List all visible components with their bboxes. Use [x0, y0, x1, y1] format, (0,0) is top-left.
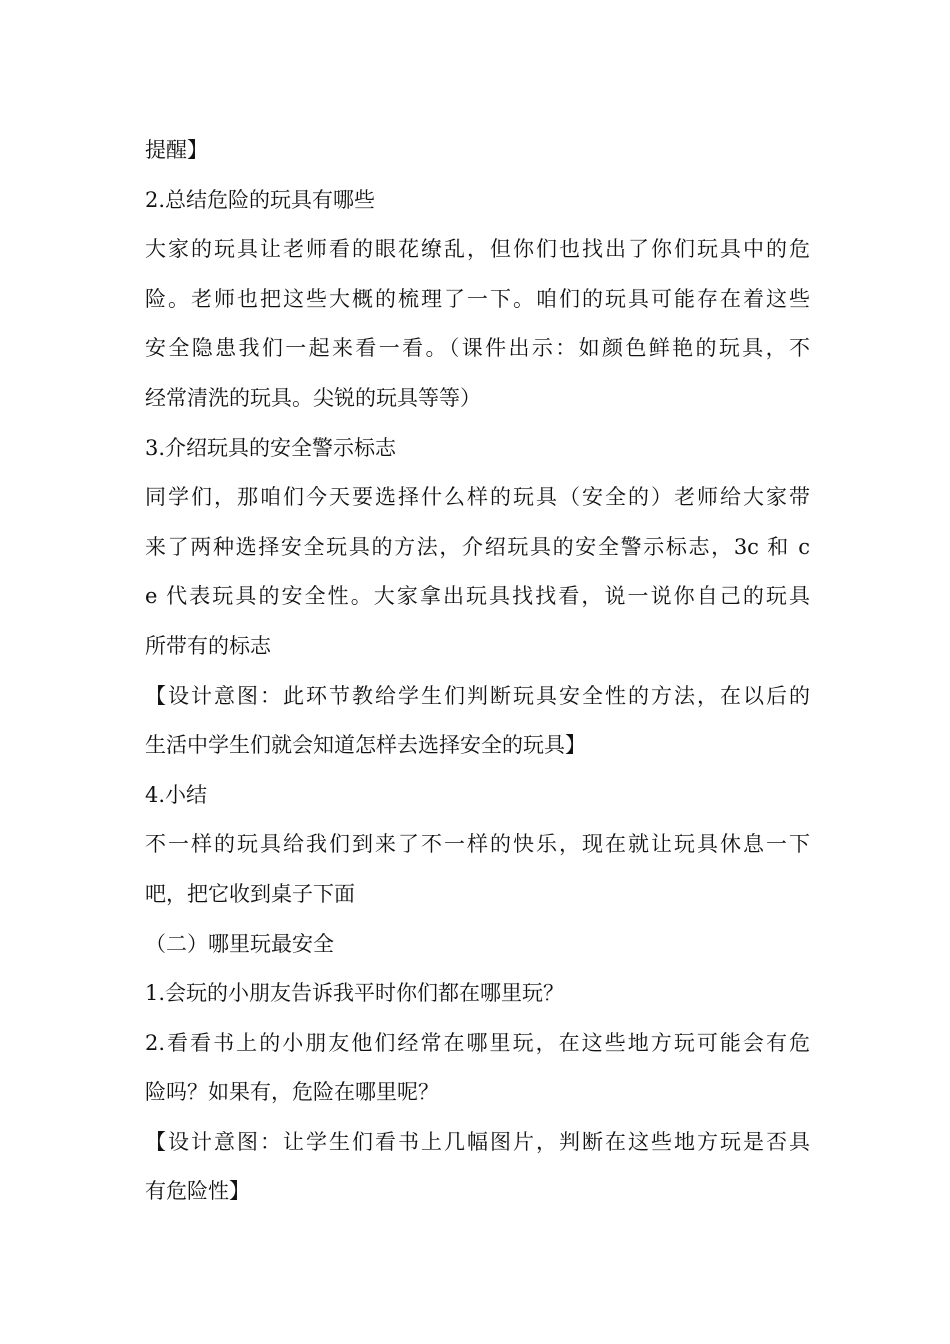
text-line: 险吗？如果有，危险在哪里呢？ [145, 1080, 439, 1105]
text-line: e 代表玩具的安全性。大家拿出玩具找找看，说一说你自己的玩具 [145, 584, 810, 609]
section-heading: 3.介绍玩具的安全警示标志 [145, 435, 397, 460]
design-intent-note: 生活中学生们就会知道怎样去选择安全的玩具】 [145, 733, 586, 758]
document-body [145, 126, 810, 1217]
text-line: 险。老师也把这些大概的梳理了一下。咱们的玩具可能存在着这些 [145, 286, 810, 311]
design-intent-note: 【设计意图：让学生们看书上几幅图片，判断在这些地方玩是否具 [145, 1129, 810, 1154]
text-line: 1.会玩的小朋友告诉我平时你们都在哪里玩？ [145, 981, 565, 1006]
text-line: 同学们，那咱们今天要选择什么样的玩具（安全的）老师给大家带 [145, 485, 810, 510]
text-line: 提醒】 [145, 138, 208, 162]
text-line: 安全隐患我们一起来看一看。（课件出示：如颜色鲜艳的玩具，不 [145, 336, 810, 361]
text-line: 吧，把它收到桌子下面 [145, 881, 355, 906]
text-line: 来了两种选择安全玩具的方法，介绍玩具的安全警示标志，3c 和 c [145, 534, 810, 559]
text-line: 不一样的玩具给我们到来了不一样的快乐，现在就让玩具休息一下 [145, 832, 810, 857]
section-heading: 2.总结危险的玩具有哪些 [145, 187, 376, 212]
text-line: 大家的玩具让老师看的眼花缭乱，但你们也找出了你们玩具中的危 [145, 237, 810, 262]
section-heading: 4.小结 [145, 782, 208, 807]
design-intent-note: 有危险性】 [145, 1179, 250, 1204]
text-line: 所带有的标志 [145, 633, 271, 658]
design-intent-note: 【设计意图：此环节教给学生们判断玩具安全性的方法，在以后的 [145, 683, 810, 708]
text-line: 2.看看书上的小朋友他们经常在哪里玩，在这些地方玩可能会有危 [145, 1030, 810, 1055]
section-heading: （二）哪里玩最安全 [145, 931, 334, 956]
text-line: 经常清洗的玩具。尖锐的玩具等等） [145, 385, 481, 410]
